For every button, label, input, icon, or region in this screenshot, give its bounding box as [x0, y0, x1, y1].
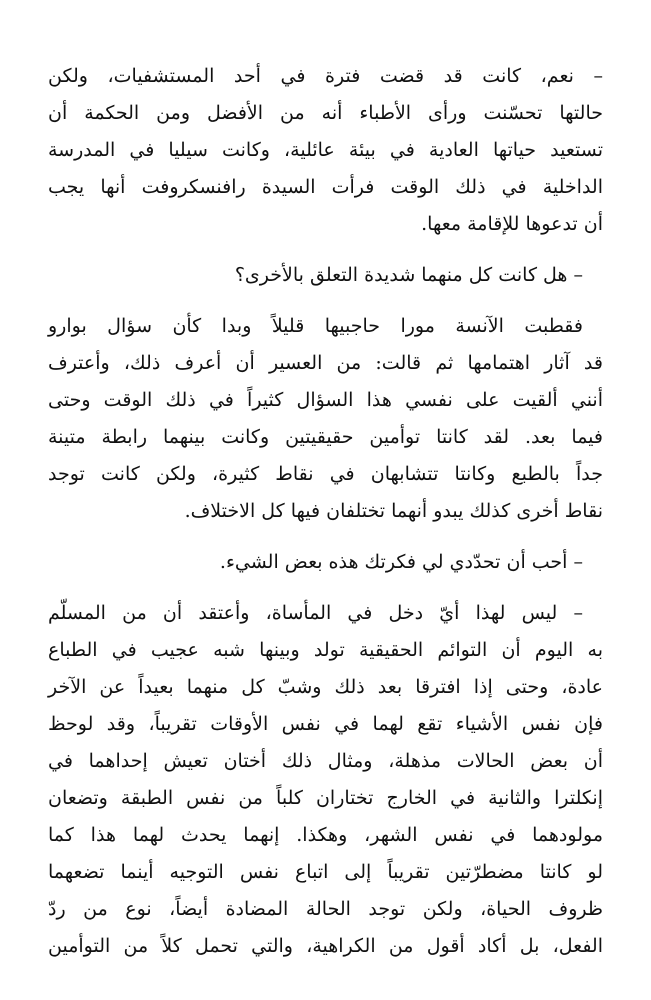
text-line: عادة، وحتى إذا افترقا بعد ذلك وشبّ كل منهما بعيداً عن الآخر: [48, 676, 603, 698]
text-line: جداً بالطبع وكانتا تتشابهان في نقاط كثيرة، ولكن كانت توجد: [48, 463, 603, 485]
text-line: أن بعض الحالات مذهلة، ومثال ذلك أختان تعيش إحداهما في: [48, 750, 603, 772]
text-line: فإن نفس الأشياء تقع لهما في نفس الأوقات تقريباً، وقد لوحظ: [48, 713, 603, 735]
text-line: – نعم، كانت قد قضت فترة في أحد المستشفيات، ولكن: [48, 65, 603, 87]
paragraph-5: [48, 595, 603, 965]
text-line: حالتها تحسّنت ورأى الأطباء أنه من الأفضل ومن الحكمة أن: [48, 102, 603, 124]
text-line: قد آثار اهتمامها ثم قالت: من العسير أن أعرف ذلك، وأعترف: [48, 352, 603, 374]
paragraph-1: [48, 58, 603, 243]
text-line: أنني ألقيت على نفسي هذا السؤال كثيراً في ذلك الوقت وحتى: [48, 389, 603, 411]
text-line: ظروف الحياة، ولكن توجد الحالة المضادة أيضاً، نوع من ردّ: [48, 898, 603, 920]
text-line: لو كانتا مضطرّتين تقريباً إلى اتباع نفس التوجيه أينما تضعهما: [48, 861, 603, 883]
text-line: مولودهما في نفس الشهر، وهكذا. إنهما يحدث لهما هذا كما: [48, 824, 603, 846]
text-line: أن تدعوها للإقامة معها.: [421, 213, 603, 235]
text-line: نقاط أخرى كذلك يبدو أنهما تختلفان فيها كل الاختلاف.: [184, 500, 603, 522]
text-line: به اليوم أن التوائم الحقيقية تولد وبينها شبه عجيب في الطباع: [48, 639, 603, 661]
paragraph-3: [48, 308, 603, 530]
text-line: الداخلية في ذلك الوقت فرأت السيدة رافنسكروفت أنها يجب: [48, 176, 603, 198]
paragraph-4: [48, 544, 603, 581]
text-line: فيما بعد. لقد كانتا توأمين حقيقيتين وكانت بينهما رابطة متينة: [48, 426, 603, 448]
text-line: تستعيد حياتها العادية في بيئة عائلية، وكانت سيليا في المدرسة: [48, 139, 603, 161]
text-line: فقطبت الآنسة مورا حاجبيها قليلاً وبدا كأن سؤال بوارو: [48, 315, 583, 337]
text-line: – ليس لهذا أيّ دخل في المأساة، وأعتقد أن من المسلّم: [48, 602, 583, 624]
text-line: إنكلترا والثانية في الخارج تختاران كلباً من نفس الطبقة وتضعان: [48, 787, 603, 809]
text-line: – أحب أن تحدّدي لي فكرتك هذه بعض الشيء.: [219, 551, 583, 573]
text-line: – هل كانت كل منهما شديدة التعلق بالأخرى؟: [234, 264, 583, 286]
paragraph-2: [48, 257, 603, 294]
text-line: الفعل، بل أكاد أقول من الكراهية، والتي تحمل كلاً من التوأمين: [48, 935, 603, 957]
book-page: [48, 58, 603, 979]
